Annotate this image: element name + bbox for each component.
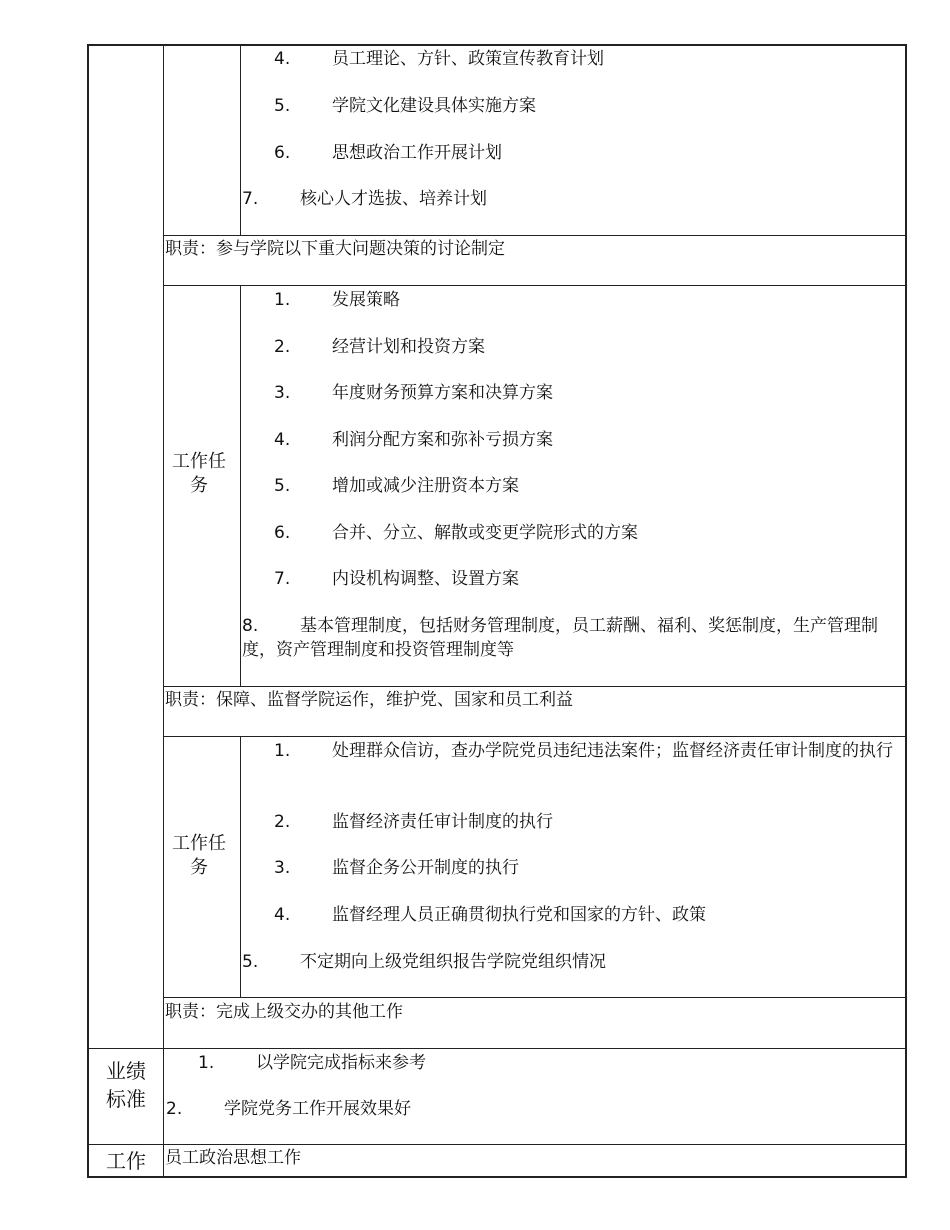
row-line-997 [163,997,907,998]
list-item-number: 5. [242,952,259,972]
list-item-number: 8. [242,616,259,636]
list-item-text: 基本管理制度，包括财务管理制度，员工薪酬、福利、奖惩制度，生产管理制度，资产管理制度和投资管理制度等 [242,616,878,660]
col-divider-1 [163,44,164,1178]
duty-statement: 职责：保障、监督学院运作，维护党、国家和员工利益 [165,690,573,710]
list-item: 以学院完成指标来参考 [256,1053,426,1073]
list-item-text: 处理群众信访，查办学院党员违纪违法案件；监督经济责任审计制度的执行 [332,741,893,761]
list-item-number: 1. [274,290,291,310]
list-item: 增加或减少注册资本方案 [332,476,519,496]
list-item: 不定期向上级党组织报告学院党组织情况 [300,952,606,972]
duty-statement: 职责：完成上级交办的其他工作 [165,1002,403,1022]
list-item-number: 1. [274,741,291,761]
row-line-1048 [87,1048,907,1049]
col-divider-2a [240,44,241,235]
work-task-label: 工作任务 [172,833,226,878]
list-item [274,739,899,763]
list-item: 监督企务公开制度的执行 [332,858,519,878]
list-item: 合并、分立、解散或变更学院形式的方案 [332,523,638,543]
list-item: 发展策略 [332,290,400,310]
list-item-number: 4. [274,430,291,450]
work-content: 员工政治思想工作 [165,1148,301,1168]
row-line-235 [163,235,907,236]
list-item: 监督经理人员正确贯彻执行党和国家的方针、政策 [332,905,706,925]
list-item: 经营计划和投资方案 [332,337,485,357]
row-line-1144 [87,1144,907,1145]
list-item-number: 2. [274,812,291,832]
work-label: 工作 [106,1149,146,1173]
list-item: 利润分配方案和弥补亏损方案 [332,430,553,450]
list-item-number: 6. [274,523,291,543]
list-item: 核心人才选拔、培养计划 [300,189,487,209]
list-item-number: 2. [166,1099,183,1119]
performance-label: 业绩标准 [106,1059,146,1111]
list-item-number: 5. [274,476,291,496]
row-line-285 [163,285,907,286]
list-item-number: 4. [274,49,291,69]
list-item-number: 7. [242,189,259,209]
work-task-label: 工作任务 [172,451,226,496]
list-item: 内设机构调整、设置方案 [332,569,519,589]
row-line-686 [163,686,907,687]
col-divider-2b [240,285,241,686]
list-item-number: 4. [274,905,291,925]
list-item-number: 1. [198,1053,215,1073]
list-item-number: 3. [274,858,291,878]
list-item: 员工理论、方针、政策宣传教育计划 [332,49,604,69]
list-item: 年度财务预算方案和决算方案 [332,383,553,403]
list-item-number: 2. [274,337,291,357]
list-item-number: 6. [274,143,291,163]
row-line-736 [163,736,907,737]
list-item-number: 7. [274,569,291,589]
list-item: 学院文化建设具体实施方案 [332,96,536,116]
list-item [242,614,902,662]
duty-statement: 职责：参与学院以下重大问题决策的讨论制定 [165,239,505,259]
list-item: 思想政治工作开展计划 [332,143,502,163]
list-item: 监督经济责任审计制度的执行 [332,812,553,832]
list-item-number: 5. [274,96,291,116]
list-item: 学院党务工作开展效果好 [224,1099,411,1119]
col-divider-2c [240,736,241,997]
list-item-number: 3. [274,383,291,403]
